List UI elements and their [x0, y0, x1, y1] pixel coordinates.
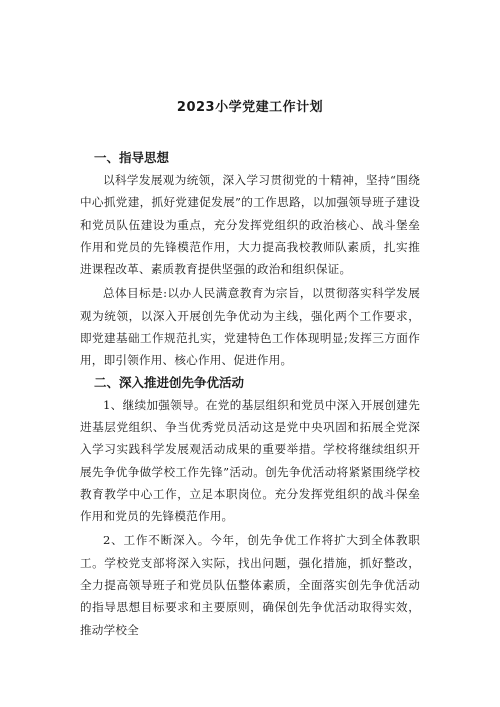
paragraph: 1、继续加强领导。在党的基层组织和党员中深入开展创建先进基层党组织、争当优秀党员活动这是党中央巩固和拓展全党深入学习实践科学发展观活动成果的重要举措。学校将继续组织开展先争优争做学校工作先锋”活动。创先争优活动将紧紧围绕学校教育教学中心工作，立足本职岗位。充分发挥党组织的战斗保垒作用和党员的先锋模范作用。 — [80, 397, 420, 524]
section-heading-promote-activities: 二、深入推进创先争优活动 — [94, 374, 245, 390]
paragraph: 总体目标是:以办人民满意教育为宗旨，以贯彻落实科学发展观为统领，以深入开展创先争优动为主线，强化两个工作要求，即党建基础工作规范扎实，党建特色工作体现明显;发挥三方面作用，即引领作用、核心作用、促进作用。 — [80, 286, 420, 368]
paragraph: 2、工作不断深入。今年，创先争优工作将扩大到全体教职工。学校党支部将深入实际，找出问题，强化措施，抓好整改，全力提高领导班子和党员队伍整体素质，全面落实创先争优活动的指导思想目标要求和主要原则，确保创先争优活动取得实效，推动学校全 — [80, 533, 420, 637]
page-title: 2023小学党建工作计划 — [176, 100, 324, 115]
section-heading-guiding-ideology: 一、指导思想 — [94, 150, 170, 165]
document-body — [80, 147, 420, 641]
paragraph: 以科学发展观为统领，深入学习贯彻党的十精神，坚持“围绕中心抓党建，抓好党建促发展”的工作思路，以加强领导班子建设和党员队伍建设为重点，充分发挥党组织的政治核心、战斗堡垒作用和党员的先锋模范作用，大力提高我校教师队素质，扎实推进课程改革、素质教育提供坚强的政治和组织保证。 — [80, 173, 420, 277]
